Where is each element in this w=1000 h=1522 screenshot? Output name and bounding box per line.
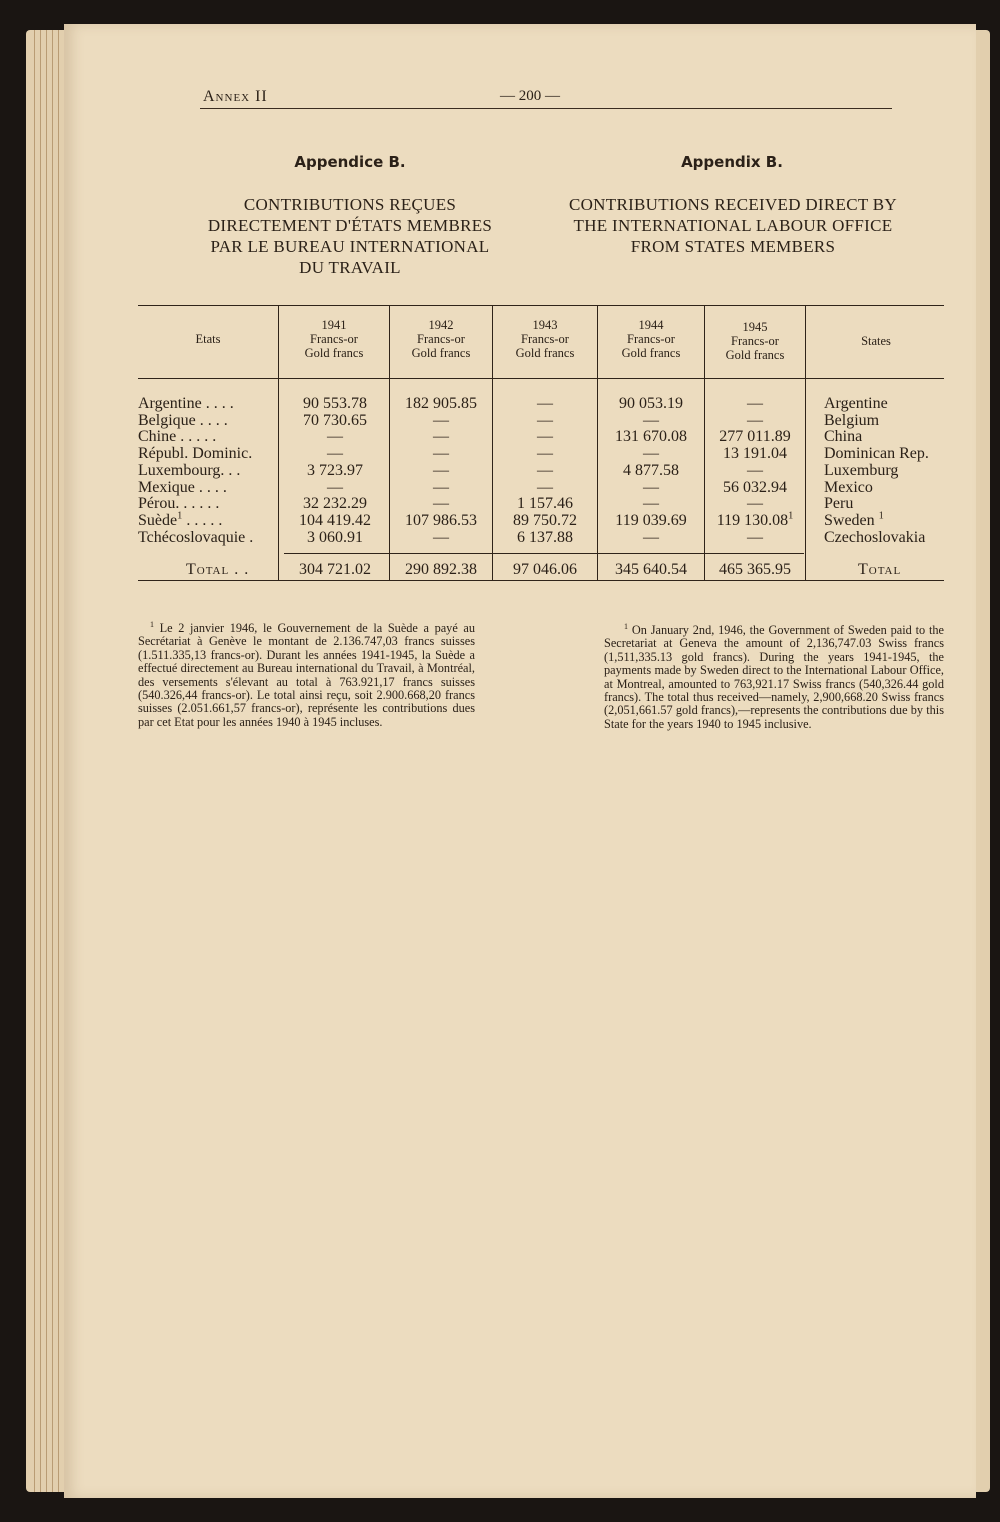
running-head-annex: Annex II: [203, 88, 268, 105]
value-cell: —: [747, 395, 763, 412]
page-edge: [52, 30, 53, 1492]
country-fr: Argentine . . . .: [138, 395, 234, 412]
total-1945: 465 365.95: [719, 561, 791, 578]
year-header: [280, 318, 388, 360]
value-cell: 107 986.53: [405, 511, 477, 529]
column-1941: [280, 396, 390, 546]
year: 1944: [638, 318, 664, 332]
total-label-fr: Total . .: [186, 561, 250, 578]
header-rule: [200, 108, 892, 109]
value-cell: 90 553.78: [303, 395, 367, 412]
country-fr: Tchécoslovaquie .: [138, 528, 254, 546]
unit-fr: Francs-or: [310, 332, 358, 346]
title-fr-line: DIRECTEMENT D'ÉTATS MEMBRES: [207, 216, 493, 235]
appendix-label-fr: Appendice B.: [294, 153, 406, 171]
title-en-line: CONTRIBUTIONS RECEIVED DIRECT BY: [568, 195, 898, 214]
country-en: [824, 510, 974, 530]
leader-dots: . . . . .: [182, 511, 223, 529]
value-cell: —: [643, 445, 659, 463]
page-edge: [58, 30, 59, 1492]
value-cell: 104 419.42: [299, 511, 371, 529]
country-en: Belgium: [824, 411, 880, 429]
country-fr: [138, 510, 278, 530]
country-en-name: Sweden: [824, 511, 875, 529]
country-en: Mexico: [824, 478, 873, 496]
country-en: Argentine: [824, 395, 888, 412]
value-cell: —: [537, 395, 553, 412]
footnote-fr: [138, 619, 475, 729]
header-states-en: States: [861, 334, 891, 348]
title-en: [548, 194, 918, 257]
value-text: 119 130.08: [716, 511, 789, 529]
total-1943: 97 046.06: [513, 561, 577, 578]
year: 1943: [532, 318, 558, 332]
value-cell: —: [433, 428, 449, 446]
unit-en: Gold francs: [411, 346, 471, 360]
value-cell: 277 011.89: [719, 428, 791, 446]
country-fr: Républ. Dominic.: [138, 445, 253, 463]
value-cell: 70 730.65: [303, 411, 367, 429]
unit-fr: Francs-or: [521, 332, 569, 346]
year-header: [705, 320, 805, 362]
column-1944: [598, 396, 704, 546]
year-header: [493, 318, 597, 360]
value-cell: 3 060.91: [307, 528, 363, 546]
country-en: China: [824, 428, 863, 446]
value-cell: [705, 510, 805, 530]
column-divider: [805, 305, 806, 580]
value-cell: 1 157.46: [517, 495, 573, 513]
subtotal-rule: [284, 553, 804, 554]
country-fr: Pérou. . . . . .: [138, 495, 220, 513]
year: 1942: [428, 318, 454, 332]
value-cell: 90 053.19: [619, 395, 683, 412]
row-labels-fr: [138, 396, 278, 546]
unit-en: Gold francs: [515, 346, 575, 360]
year: 1941: [321, 318, 347, 332]
total-1942: 290 892.38: [405, 561, 477, 578]
footnote-mark: 1: [788, 510, 794, 522]
country-fr-name: Suède: [138, 511, 178, 529]
value-cell: —: [537, 461, 553, 479]
page-edge: [34, 30, 35, 1492]
total-1944: 345 640.54: [615, 561, 687, 578]
value-cell: 89 750.72: [513, 511, 577, 529]
value-cell: 32 232.29: [303, 495, 367, 513]
value-cell: 56 032.94: [723, 478, 787, 496]
value-cell: —: [643, 478, 659, 496]
value-cell: —: [537, 445, 553, 463]
title-fr-line: DU TRAVAIL: [299, 258, 401, 277]
footnote-mark: 1: [177, 510, 183, 522]
country-fr: Mexique . . . .: [138, 478, 227, 496]
value-cell: —: [643, 411, 659, 429]
title-en-line: FROM STATES MEMBERS: [630, 237, 836, 256]
value-cell: —: [537, 411, 553, 429]
footnote-fr-text: Le 2 janvier 1946, le Gouvernement de la Suède a payé au Secrétariat à Genève le montant de 2.136.747,03 francs suisses (1.511.335,13 francs-or). Durant les années 1941-1945, la Suède a effectué directement au Bureau international du Travail, à Montréal, des versements s'élevant au total à 763.921,17 francs suisses (540.326,44 francs-or). Le total ainsi reçu, soit 2.900.668,20 francs suisses (2.051.661,57 francs-or), représente les contributions dues par cet Etat pour les années 1940 à 1945 incluses.: [138, 621, 475, 729]
value-cell: —: [747, 461, 763, 479]
total-1941: 304 721.02: [299, 561, 371, 578]
page-number: — 200 —: [500, 88, 560, 104]
value-cell: 131 670.08: [615, 428, 687, 446]
value-cell: —: [747, 495, 763, 513]
value-cell: 182 905.85: [405, 395, 477, 412]
country-fr: Chine . . . . .: [138, 428, 217, 446]
unit-fr: Francs-or: [417, 332, 465, 346]
table-header-rule: [138, 378, 944, 379]
title-fr-line: CONTRIBUTIONS REÇUES: [243, 195, 457, 214]
total-label-en: Total: [858, 561, 902, 578]
column-divider: [278, 305, 279, 580]
year-header: [598, 318, 704, 360]
header-states-fr: Etats: [195, 332, 221, 346]
unit-en: Gold francs: [621, 346, 681, 360]
value-cell: —: [433, 478, 449, 496]
value-cell: —: [537, 478, 553, 496]
year: 1945: [742, 320, 768, 334]
title-fr-line: PAR LE BUREAU INTERNATIONAL: [210, 237, 490, 256]
footnote-mark: 1: [624, 621, 628, 631]
column-1943: [493, 396, 597, 546]
value-cell: 6 137.88: [517, 528, 573, 546]
page-edge: [40, 30, 41, 1492]
appendix-label-en: Appendix B.: [681, 153, 783, 171]
column-1942: [390, 396, 492, 546]
value-cell: —: [643, 495, 659, 513]
country-en: Czechoslovakia: [824, 528, 926, 546]
value-cell: —: [433, 461, 449, 479]
value-cell: —: [433, 445, 449, 463]
value-cell: —: [327, 428, 343, 446]
title-en-line: THE INTERNATIONAL LABOUR OFFICE: [573, 216, 893, 235]
value-cell: 3 723.97: [307, 461, 363, 479]
unit-en: Gold francs: [725, 348, 785, 362]
table-bottom-rule: [138, 580, 944, 581]
page-edge: [46, 30, 47, 1492]
value-cell: —: [643, 528, 659, 546]
country-fr: Belgique . . . .: [138, 411, 228, 429]
country-en: Luxemburg: [824, 461, 899, 479]
unit-fr: Francs-or: [627, 332, 675, 346]
value-cell: —: [747, 528, 763, 546]
country-en: Dominican Rep.: [824, 445, 929, 463]
footnote-en-text: On January 2nd, 1946, the Government of Sweden paid to the Secretariat at Geneva the amount of 2,136,747.03 Swiss francs (1,511,335.13 gold francs). During the years 1941-1945, the payments made by Sweden direct to the International Labour Office, at Montreal, amounted to 763,921.17 Swiss francs (540,326.44 gold francs). The total thus received—namely, 2,900,668.20 Swiss francs (2,051,661.57 gold francs),—represents the contributions due by this State for the years 1940 to 1945 inclusive.: [604, 623, 945, 731]
country-fr: Luxembourg. . .: [138, 461, 241, 479]
table-top-rule: [138, 305, 944, 306]
footnote-mark: 1: [878, 510, 884, 522]
value-cell: —: [537, 428, 553, 446]
value-cell: 4 877.58: [623, 461, 679, 479]
value-cell: —: [433, 528, 449, 546]
value-cell: —: [327, 445, 343, 463]
title-fr: [180, 194, 520, 278]
footnote-en: [604, 621, 945, 731]
value-cell: 119 039.69: [615, 511, 687, 529]
value-cell: 13 191.04: [723, 445, 787, 463]
footnote-mark: 1: [150, 619, 154, 629]
unit-en: Gold francs: [304, 346, 364, 360]
value-cell: —: [433, 411, 449, 429]
value-cell: —: [327, 478, 343, 496]
country-en: Peru: [824, 495, 854, 513]
value-cell: —: [747, 411, 763, 429]
row-labels-en: [824, 396, 974, 546]
value-cell: —: [433, 495, 449, 513]
column-1945: [705, 396, 805, 546]
unit-fr: Francs-or: [731, 334, 779, 348]
year-header: [390, 318, 492, 360]
